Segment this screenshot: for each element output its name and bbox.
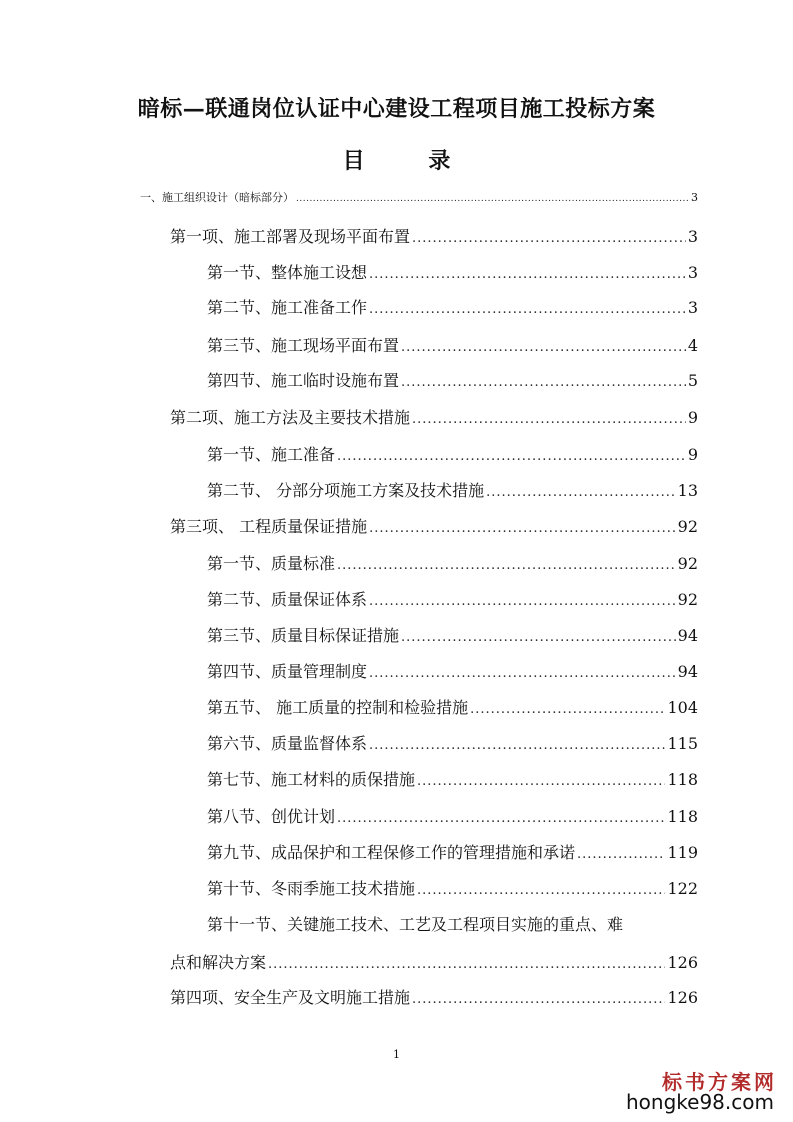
toc-entry-label: 第三节、施工现场平面布置 bbox=[207, 336, 400, 355]
toc-entry-page: 119 bbox=[667, 843, 698, 862]
toc-entry[interactable] bbox=[207, 336, 698, 358]
toc-entry[interactable] bbox=[207, 698, 698, 720]
toc-entry-page: 126 bbox=[667, 988, 698, 1007]
toc-entry[interactable] bbox=[207, 770, 698, 792]
toc-entry-page: 94 bbox=[677, 662, 698, 681]
dot-leader bbox=[412, 229, 686, 249]
toc-entry[interactable] bbox=[170, 953, 698, 975]
dot-leader bbox=[369, 664, 676, 684]
watermark-logo-text: 标书方案网 bbox=[662, 1070, 777, 1094]
toc-entry-label: 第二项、施工方法及主要技术措施 bbox=[170, 408, 411, 427]
toc-entry-label: 第一节、质量标准 bbox=[207, 554, 336, 573]
toc-entry-label: 第一节、整体施工设想 bbox=[207, 263, 368, 282]
toc-entry-label: 第三节、质量目标保证措施 bbox=[207, 626, 400, 645]
toc-entry[interactable] bbox=[170, 517, 698, 539]
toc-entry-page: 9 bbox=[687, 445, 698, 464]
toc-entry-label: 第四节、质量管理制度 bbox=[207, 662, 368, 681]
toc-entry-label: 第八节、创优计划 bbox=[207, 807, 336, 826]
toc-entry-label: 第七节、施工材料的质保措施 bbox=[207, 770, 416, 789]
toc-entry-label: 第五节、 施工质量的控制和检验措施 bbox=[207, 698, 469, 717]
toc-entry-label: 第一项、施工部署及现场平面布置 bbox=[170, 227, 411, 246]
toc-entry-page: 92 bbox=[677, 554, 698, 573]
toc-entry[interactable] bbox=[207, 626, 698, 648]
toc-entry-page: 118 bbox=[667, 807, 698, 826]
toc-entry[interactable] bbox=[207, 879, 698, 901]
toc-entry-page: 94 bbox=[677, 626, 698, 645]
dot-leader bbox=[369, 736, 665, 756]
watermark-url: hongke98.com bbox=[626, 1090, 774, 1114]
toc-entry-page: 118 bbox=[667, 770, 698, 789]
dot-leader bbox=[268, 955, 665, 975]
toc-entry[interactable] bbox=[207, 734, 698, 756]
dot-leader bbox=[401, 338, 686, 358]
toc-entry-page: 122 bbox=[667, 879, 698, 898]
toc-entry-page: 104 bbox=[667, 698, 698, 717]
dot-leader bbox=[417, 772, 665, 792]
toc-entry-page: 92 bbox=[677, 590, 698, 609]
toc-entry-label: 第九节、成品保护和工程保修工作的管理措施和承诺 bbox=[207, 843, 576, 862]
toc-entry[interactable] bbox=[170, 227, 698, 249]
toc-entry[interactable] bbox=[207, 590, 698, 612]
dot-leader bbox=[337, 447, 686, 467]
dot-leader bbox=[577, 845, 665, 865]
toc-entry-label: 点和解决方案 bbox=[170, 953, 267, 972]
toc-entry[interactable] bbox=[140, 188, 698, 209]
toc-entry[interactable] bbox=[207, 554, 698, 576]
toc-entry[interactable] bbox=[207, 807, 698, 829]
toc-entry[interactable] bbox=[170, 988, 698, 1010]
toc-entry[interactable] bbox=[207, 445, 698, 467]
dot-leader bbox=[296, 189, 689, 209]
dot-leader bbox=[486, 483, 676, 503]
dot-leader bbox=[401, 628, 676, 648]
toc-entry-page: 9 bbox=[687, 408, 698, 427]
toc-entry-label: 第十节、冬雨季施工技术措施 bbox=[207, 879, 416, 898]
toc-entry-label: 第四节、施工临时设施布置 bbox=[207, 371, 400, 390]
toc-entry-label: 一、施工组织设计（暗标部分） bbox=[140, 191, 294, 204]
toc-heading: 目 录 bbox=[342, 148, 479, 174]
dot-leader bbox=[369, 519, 676, 539]
dot-leader bbox=[412, 410, 686, 430]
dot-leader bbox=[401, 373, 686, 393]
dot-leader bbox=[369, 265, 686, 285]
toc-entry-page: 126 bbox=[667, 953, 698, 972]
toc-entry[interactable] bbox=[207, 371, 698, 393]
toc-entry-label: 第四项、安全生产及文明施工措施 bbox=[170, 988, 411, 1007]
dot-leader bbox=[337, 556, 676, 576]
dot-leader bbox=[417, 881, 665, 901]
toc-entry-page: 4 bbox=[687, 336, 698, 355]
toc-entry[interactable] bbox=[207, 481, 698, 503]
toc-entry-page: 3 bbox=[687, 263, 698, 282]
page-number: 1 bbox=[393, 1048, 400, 1061]
toc-entry-label: 第三项、 工程质量保证措施 bbox=[170, 517, 368, 536]
toc-entry-page: 5 bbox=[687, 371, 698, 390]
dot-leader bbox=[337, 809, 665, 829]
toc-entry-label: 第二节、质量保证体系 bbox=[207, 590, 368, 609]
dot-leader bbox=[470, 700, 665, 720]
toc-entry-label: 第二节、 分部分项施工方案及技术措施 bbox=[207, 481, 485, 500]
toc-entry-wrapped-line[interactable]: 第十一节、关键施工技术、工艺及工程项目实施的重点、难 bbox=[207, 915, 624, 934]
document-title: 暗标—联通岗位认证中心建设工程项目施工投标方案 bbox=[137, 96, 656, 122]
toc-entry-label: 第一节、施工准备 bbox=[207, 445, 336, 464]
toc-entry-page: 115 bbox=[667, 734, 698, 753]
dot-leader bbox=[412, 990, 665, 1010]
toc-entry-page: 13 bbox=[677, 481, 698, 500]
toc-entry[interactable] bbox=[207, 843, 698, 865]
dot-leader bbox=[369, 300, 686, 320]
toc-entry-label: 第二节、施工准备工作 bbox=[207, 298, 368, 317]
toc-entry-page: 3 bbox=[687, 227, 698, 246]
toc-entry-page: 3 bbox=[687, 298, 698, 317]
toc-entry[interactable] bbox=[207, 662, 698, 684]
dot-leader bbox=[369, 592, 676, 612]
toc-entry-page: 92 bbox=[677, 517, 698, 536]
toc-entry[interactable] bbox=[207, 263, 698, 285]
toc-entry[interactable] bbox=[207, 298, 698, 320]
toc-entry-label: 第六节、质量监督体系 bbox=[207, 734, 368, 753]
toc-entry[interactable] bbox=[170, 408, 698, 430]
toc-entry-page: 3 bbox=[691, 191, 698, 204]
